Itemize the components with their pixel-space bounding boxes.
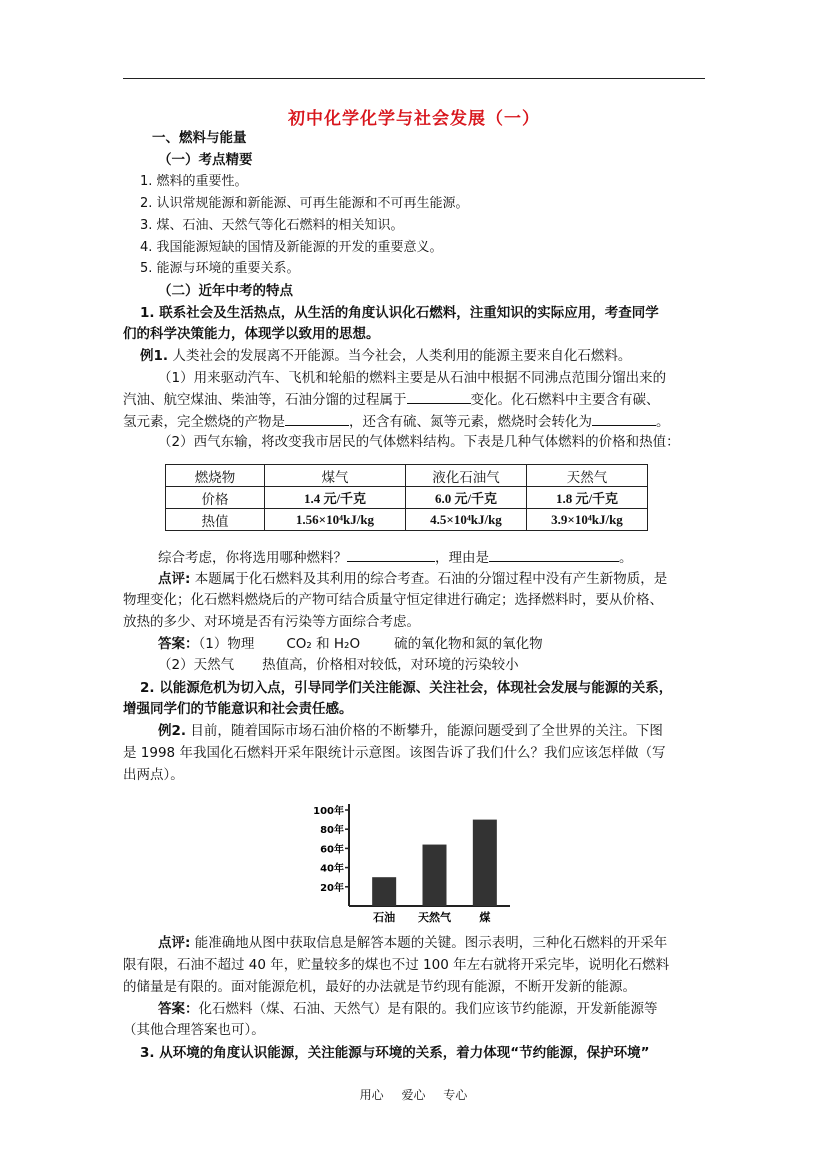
comment-text: 能准确地从图中获取信息是解答本题的关键。图示表明，三种化石燃料的开采年 <box>190 935 668 951</box>
question-text: 氢元素，完全燃烧的产物是 <box>123 414 285 430</box>
y-tick-label: 80年 <box>320 825 344 837</box>
comment-1-line-2: 物理变化；化石燃料燃烧后的产物可结合质量守恒定律进行确定；选择燃料时，要从价格、 <box>123 592 663 608</box>
y-tick-label: 20年 <box>320 882 344 894</box>
subsection-heading: （一）考点精要 <box>158 152 253 168</box>
example-label: 例1. <box>140 348 169 364</box>
answer-blank[interactable] <box>489 547 619 562</box>
key-point-2: 2. 认识常规能源和新能源、可再生能源和不可再生能源。 <box>140 196 469 211</box>
table-cell: 价格 <box>166 487 265 509</box>
table-row <box>166 487 648 509</box>
table-cell: 3.9×10⁴kJ/kg <box>527 509 648 531</box>
answer-text: （2）天然气 <box>158 657 235 673</box>
table-cell: 1.56×10⁴kJ/kg <box>265 509 406 531</box>
table-header-cell: 燃烧物 <box>166 465 265 487</box>
example-1-intro <box>140 346 631 366</box>
key-point-1: 1. 燃料的重要性。 <box>140 174 248 189</box>
comment-2-line-2: 限有限，石油不超过 40 年，贮量较多的煤也不过 100 年左右就将开采完毕，说明化石燃料 <box>123 957 670 973</box>
question-text: ，理由是 <box>435 550 489 566</box>
subsection-heading: （二）近年中考的特点 <box>158 283 293 299</box>
comment-2-line-3: 的储量是有限的。面对能源危机，最好的办法就是节约现有能源，不断开发新的能源。 <box>123 979 636 995</box>
comment-text: 本题属于化石燃料及其利用的综合考查。石油的分馏过程中没有产生新物质，是 <box>190 571 668 587</box>
x-category-label: 天然气 <box>418 911 451 924</box>
example-text: 目前，随着国际市场石油价格的不断攀升，能源问题受到了全世界的关注。下图 <box>186 723 663 739</box>
answer-label: 答案： <box>158 1001 199 1017</box>
table-row <box>166 509 648 531</box>
question-text: 综合考虑，你将选用哪种燃料？ <box>158 550 347 566</box>
feature-1-line-1: 1. 联系社会及生活热点，从生活的角度认识化石燃料，注重知识的实际应用，考查同学 <box>140 305 659 321</box>
answer-label: 答案： <box>158 636 199 652</box>
answer-text: 热值高，价格相对较低，对环境的污染较小 <box>262 657 519 673</box>
fuel-reserve-bar-chart <box>305 798 525 928</box>
table-header-cell: 煤气 <box>265 465 406 487</box>
answer-2-line-2: （其他合理答案也可）。 <box>123 1022 265 1038</box>
answer-1-line-1 <box>158 634 543 654</box>
bar-1 <box>372 877 396 906</box>
key-point-5: 5. 能源与环境的重要关系。 <box>140 261 300 276</box>
example-2-line-1 <box>158 721 663 741</box>
answer-blank[interactable] <box>592 411 656 426</box>
answer-text: CO₂ 和 H₂O <box>286 636 361 652</box>
key-point-4: 4. 我国能源短缺的国情及新能源的开发的重要意义。 <box>140 240 443 255</box>
answer-blank[interactable] <box>285 411 349 426</box>
feature-2-line-1: 2. 以能源危机为切入点，引导同学们关注能源、关注社会，体现社会发展与能源的关系， <box>140 680 673 696</box>
answer-text: 化石燃料（煤、石油、天然气）是有限的。我们应该节约能源，开发新能源等 <box>198 1001 658 1017</box>
bar-2 <box>423 845 447 906</box>
feature-1-line-2: 们的科学决策能力，体现学以致用的思想。 <box>123 326 380 342</box>
comment-2-line-1 <box>158 933 667 953</box>
answer-text: （1）物理 <box>198 636 255 652</box>
example-1-q1-line-3 <box>123 411 670 432</box>
y-tick-label: 60年 <box>320 844 344 856</box>
table-cell: 1.4 元/千克 <box>265 487 406 509</box>
example-1-q1-line-2 <box>123 389 660 410</box>
example-2-line-3: 出两点）。 <box>123 767 184 783</box>
answer-blank[interactable] <box>347 547 435 562</box>
comment-1-line-1 <box>158 569 667 589</box>
feature-2-line-2: 增强同学们的节能意识和社会责任感。 <box>123 701 353 717</box>
table-header-cell: 天然气 <box>527 465 648 487</box>
section-heading: 一、燃料与能量 <box>152 130 247 146</box>
table-cell: 4.5×10⁴kJ/kg <box>406 509 527 531</box>
feature-3-line-1: 3. 从环境的角度认识能源，关注能源与环境的关系，着力体现“节约能源，保护环境” <box>140 1045 650 1061</box>
table-header-cell: 液化石油气 <box>406 465 527 487</box>
fuel-price-table <box>165 464 648 531</box>
question-text: 变化。化石燃料中主要含有碳、 <box>470 392 660 408</box>
question-text: 。 <box>619 550 633 566</box>
comment-label: 点评: <box>158 935 191 951</box>
table-cell: 热值 <box>166 509 265 531</box>
example-2-line-2: 是 1998 年我国化石燃料开采年限统计示意图。该图告诉了我们什么？我们应该怎样做（写 <box>123 745 666 761</box>
comment-1-line-3: 放热的多少、对环境是否有污染等方面综合考虑。 <box>123 614 420 630</box>
question-text: ，还含有硫、氮等元素，燃烧时会转化为 <box>349 414 592 430</box>
y-tick-label: 40年 <box>320 863 344 875</box>
example-label: 例2. <box>158 723 187 739</box>
header-rule <box>123 78 705 79</box>
key-point-3: 3. 煤、石油、天然气等化石燃料的相关知识。 <box>140 218 404 233</box>
table-cell: 6.0 元/千克 <box>406 487 527 509</box>
page-footer: 用心 爱心 专心 <box>359 1088 468 1102</box>
answer-2-line-1 <box>158 999 658 1019</box>
answer-1-line-2 <box>158 655 519 675</box>
x-category-label: 煤 <box>479 911 491 924</box>
bar-3 <box>473 820 497 906</box>
question-text: 。 <box>656 414 670 430</box>
example-text: 人类社会的发展离不开能源。当今社会，人类利用的能源主要来自化石燃料。 <box>168 348 632 364</box>
x-category-label: 石油 <box>373 911 396 924</box>
comment-label: 点评: <box>158 571 191 587</box>
answer-text: 硫的氧化物和氮的氧化物 <box>394 636 543 652</box>
table-cell: 1.8 元/千克 <box>527 487 648 509</box>
answer-blank[interactable] <box>407 389 471 404</box>
example-1-q1-line-1: （1）用来驱动汽车、飞机和轮船的燃料主要是从石油中根据不同沸点范围分馏出来的 <box>158 370 667 386</box>
y-tick-label: 100年 <box>313 806 344 817</box>
example-1-choice <box>158 547 633 568</box>
table-header-row <box>166 465 648 487</box>
page-title: 初中化学化学与社会发展（一） <box>288 109 540 129</box>
question-text: 汽油、航空煤油、柴油等，石油分馏的过程属于 <box>123 392 407 408</box>
example-1-q2: （2）西气东输，将改变我市居民的气体燃料结构。下表是几种气体燃料的价格和热值： <box>158 434 680 450</box>
